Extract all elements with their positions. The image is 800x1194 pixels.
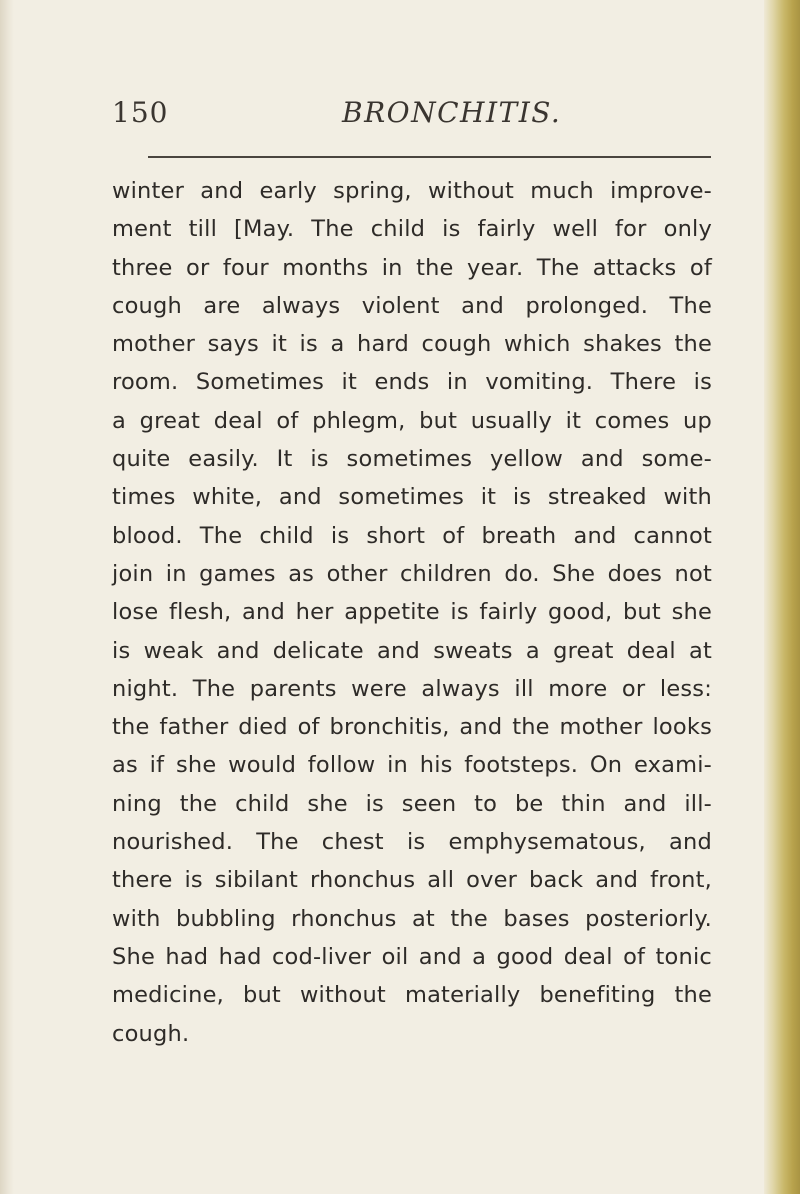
text-line: quite easily. It is sometimes yellow and some- xyxy=(112,446,712,473)
page-right-edge xyxy=(764,0,800,1194)
page-header xyxy=(112,96,722,144)
text-line: is weak and delicate and sweats a great deal at xyxy=(112,637,712,664)
text-line: with bubbling rhonchus at the bases posteriorly. xyxy=(112,905,712,932)
body-text xyxy=(112,172,712,1053)
header-rule xyxy=(148,156,711,158)
text-line: medicine, but without materially benefiting the xyxy=(112,982,712,1009)
text-line: ning the child she is seen to be thin and ill- xyxy=(112,790,712,817)
text-line: a great deal of phlegm, but usually it comes up xyxy=(112,407,712,434)
text-line: winter and early spring, without much improve- xyxy=(112,178,712,204)
text-line: join in games as other children do. She does not xyxy=(112,560,712,587)
text-line: room. Sometimes it ends in vomiting. There is xyxy=(112,369,712,396)
text-line: times white, and sometimes it is streaked with xyxy=(112,484,712,511)
text-line: ment till [May. The child is fairly well for only xyxy=(112,216,712,243)
text-line: She had had cod-liver oil and a good deal of tonic xyxy=(112,943,712,970)
text-line: cough are always violent and prolonged. The xyxy=(112,292,712,319)
page-left-edge xyxy=(0,0,14,1194)
text-line: nourished. The chest is emphysematous, and xyxy=(112,829,712,856)
text-line: as if she would follow in his footsteps. On exami- xyxy=(112,752,712,779)
text-line: three or four months in the year. The attacks of xyxy=(112,254,712,281)
text-line: the father died of bronchitis, and the mother looks xyxy=(112,714,712,741)
text-line: lose flesh, and her appetite is fairly good, but she xyxy=(112,599,712,626)
text-line: there is sibilant rhonchus all over back and front, xyxy=(112,867,712,894)
text-line: night. The parents were always ill more or less: xyxy=(112,675,712,702)
page-number: 150 xyxy=(112,96,169,129)
text-line: mother says it is a hard cough which shakes the xyxy=(112,331,712,358)
text-line: cough. xyxy=(112,1020,190,1047)
text-line: blood. The child is short of breath and cannot xyxy=(112,522,712,549)
running-head: BRONCHITIS. xyxy=(342,96,562,129)
